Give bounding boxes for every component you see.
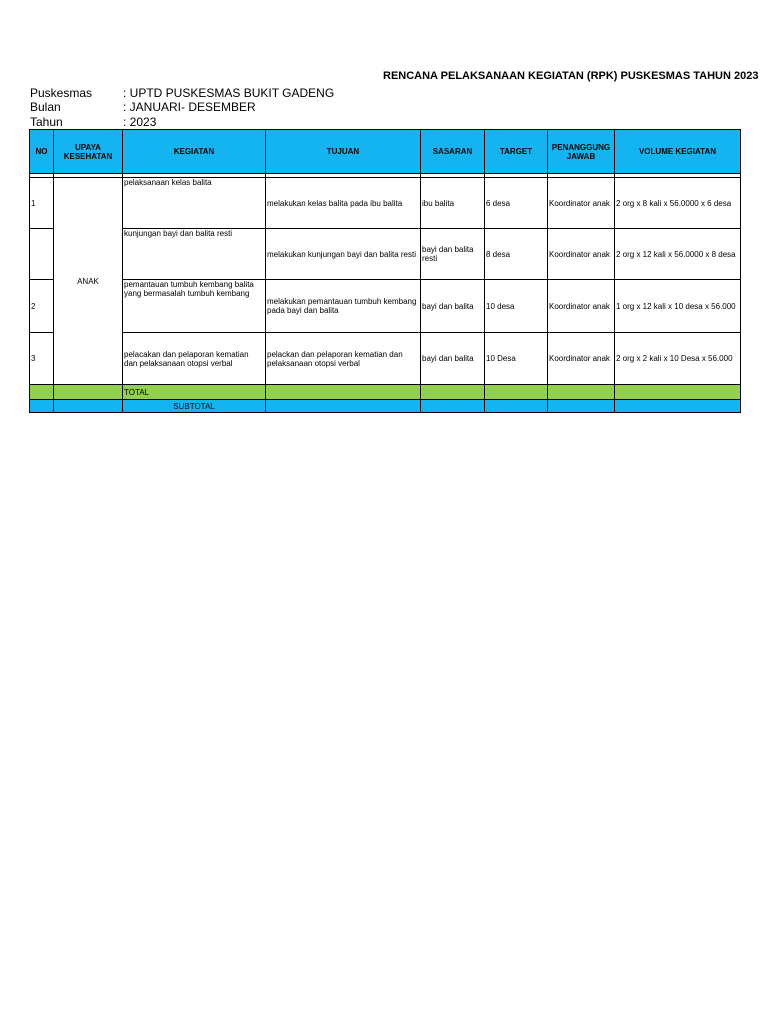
puskesmas-label: Puskesmas (30, 86, 93, 100)
cell-kegiatan: pemantauan tumbuh kembang balita yang bermasalah tumbuh kembang (123, 280, 266, 333)
cell-tujuan: pelackan dan pelaporan kematian dan pelaksanaan otopsi verbal (266, 333, 421, 385)
cell-tujuan: melakukan pemantauan tumbuh kembang pada bayi dan balita (266, 280, 421, 333)
cell-kegiatan: kunjungan bayi dan balita resti (123, 229, 266, 280)
cell-no: 1 (30, 178, 54, 229)
cell-volume: 2 org x 8 kali x 56.0000 x 6 desa (615, 178, 741, 229)
tahun-value: : 2023 (123, 115, 157, 129)
total-label: TOTAL (123, 385, 266, 400)
cell-pj: Koordinator anak (548, 280, 615, 333)
cell-target: 6 desa (485, 178, 548, 229)
table-row (30, 280, 741, 333)
cell-sasaran: bayi dan balita (421, 333, 485, 385)
col-header-pj: PENANGGUNG JAWAB (548, 130, 615, 174)
cell-tujuan: melakukan kelas balita pada ibu balita (266, 178, 421, 229)
total-row (30, 385, 741, 400)
col-header-upaya: UPAYA KESEHATAN (54, 130, 123, 174)
cell-upaya: ANAK (54, 178, 123, 385)
header-row (30, 130, 741, 174)
table-row (30, 229, 741, 280)
bulan-label: Bulan (30, 100, 61, 114)
cell-volume: 2 org x 12 kali x 56.0000 x 8 desa (615, 229, 741, 280)
col-header-kegiatan: KEGIATAN (123, 130, 266, 174)
cell-volume: 1 org x 12 kali x 10 desa x 56.000 (615, 280, 741, 333)
table-row (30, 178, 741, 229)
col-header-sasaran: SASARAN (421, 130, 485, 174)
cell-no: 2 (30, 280, 54, 333)
table-row (30, 333, 741, 385)
cell-no: 3 (30, 333, 54, 385)
cell-sasaran: ibu balita (421, 178, 485, 229)
cell-tujuan: melakukan kunjungan bayi dan balita resti (266, 229, 421, 280)
cell-sasaran: bayi dan balita resti (421, 229, 485, 280)
page-title: RENCANA PELAKSANAAN KEGIATAN (RPK) PUSKESMAS TAHUN 2023 (383, 70, 759, 82)
puskesmas-value: : UPTD PUSKESMAS BUKIT GADENG (123, 86, 335, 100)
cell-pj: Koordinator anak (548, 333, 615, 385)
cell-target: 8 desa (485, 229, 548, 280)
tahun-label: Tahun (30, 115, 63, 129)
cell-target: 10 desa (485, 280, 548, 333)
cell-pj: Koordinator anak (548, 178, 615, 229)
col-header-tujuan: TUJUAN (266, 130, 421, 174)
cell-no (30, 229, 54, 280)
subtotal-row (30, 400, 741, 413)
subtotal-label: SUBTOTAL (123, 400, 266, 413)
cell-sasaran: bayi dan balita (421, 280, 485, 333)
col-header-target: TARGET (485, 130, 548, 174)
cell-target: 10 Desa (485, 333, 548, 385)
rpk-table (29, 129, 741, 413)
bulan-value: : JANUARI- DESEMBER (123, 100, 256, 114)
cell-kegiatan: pelaksanaan kelas balita (123, 178, 266, 229)
cell-volume: 2 org x 2 kali x 10 Desa x 56.000 (615, 333, 741, 385)
cell-pj: Koordinator anak (548, 229, 615, 280)
col-header-no: NO (30, 130, 54, 174)
cell-kegiatan: pelacakan dan pelaporan kematian dan pelaksanaan otopsi verbal (123, 333, 266, 385)
col-header-volume: VOLUME KEGIATAN (615, 130, 741, 174)
